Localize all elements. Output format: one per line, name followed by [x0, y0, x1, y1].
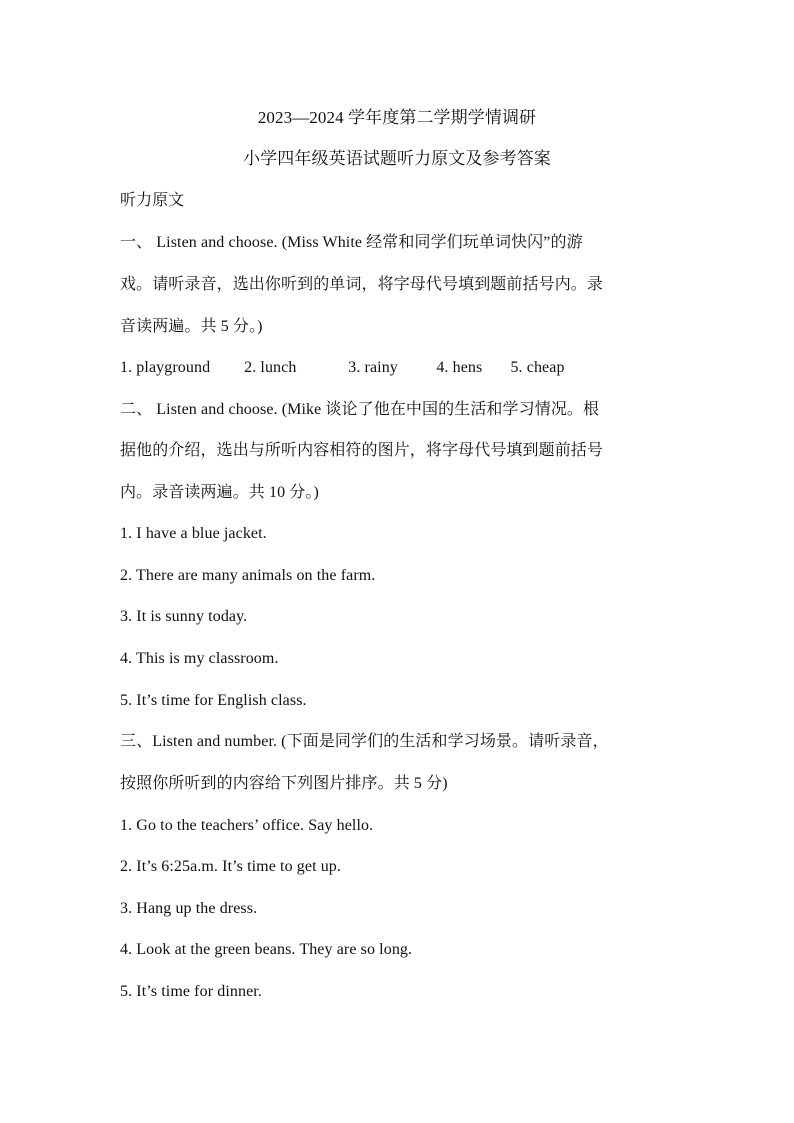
list-item: 2. It’s 6:25a.m. It’s time to get up.: [120, 858, 342, 875]
list-item: 1. I have a blue jacket.: [120, 525, 267, 542]
list-item: 1. Go to the teachers’ office. Say hello.: [120, 817, 374, 834]
list-item: 5. It’s time for English class.: [120, 692, 307, 709]
part2-instruction-line: 据他的介绍，选出与所听内容相符的图片，将字母代号填到题前括号: [120, 442, 604, 459]
part1-instruction-line: 一、 Listen and choose. (Miss White 经常和同学们玩单词快闪”的游: [120, 234, 583, 251]
part1-instruction-line: 音读两遍。共 5 分。): [120, 318, 263, 335]
list-item: 2. There are many animals on the farm.: [120, 567, 376, 584]
list-item: 5. cheap: [510, 359, 565, 376]
list-item: 4. This is my classroom.: [120, 650, 279, 667]
section-heading: 听力原文: [120, 192, 185, 209]
list-item: 3. It is sunny today.: [120, 608, 248, 625]
list-item: 4. Look at the green beans. They are so long.: [120, 941, 413, 958]
part2-instruction-line: 内。录音读两遍。共 10 分。): [120, 484, 319, 501]
list-item: 5. It’s time for dinner.: [120, 983, 262, 1000]
list-item: 2. lunch: [244, 359, 297, 376]
part1-word-list: [120, 358, 680, 378]
list-item: 1. playground: [120, 359, 211, 376]
list-item: 4. hens: [436, 359, 483, 376]
list-item: 3. Hang up the dress.: [120, 900, 258, 917]
part3-instruction-line: 三、Listen and number. (下面是同学们的生活和学习场景。请听录音，: [120, 733, 609, 750]
part1-instruction-line: 戏。请听录音，选出你听到的单词，将字母代号填到题前括号内。录: [120, 276, 604, 293]
document-title: 2023—2024 学年度第二学期学情调研: [257, 108, 537, 127]
document-subtitle: 小学四年级英语试题听力原文及参考答案: [243, 149, 551, 168]
list-item: 3. rainy: [348, 359, 398, 376]
part2-instruction-line: 二、 Listen and choose. (Mike 谈论了他在中国的生活和学习情况。根: [120, 401, 600, 418]
part3-instruction-line: 按照你所听到的内容给下列图片排序。共 5 分): [120, 775, 448, 792]
